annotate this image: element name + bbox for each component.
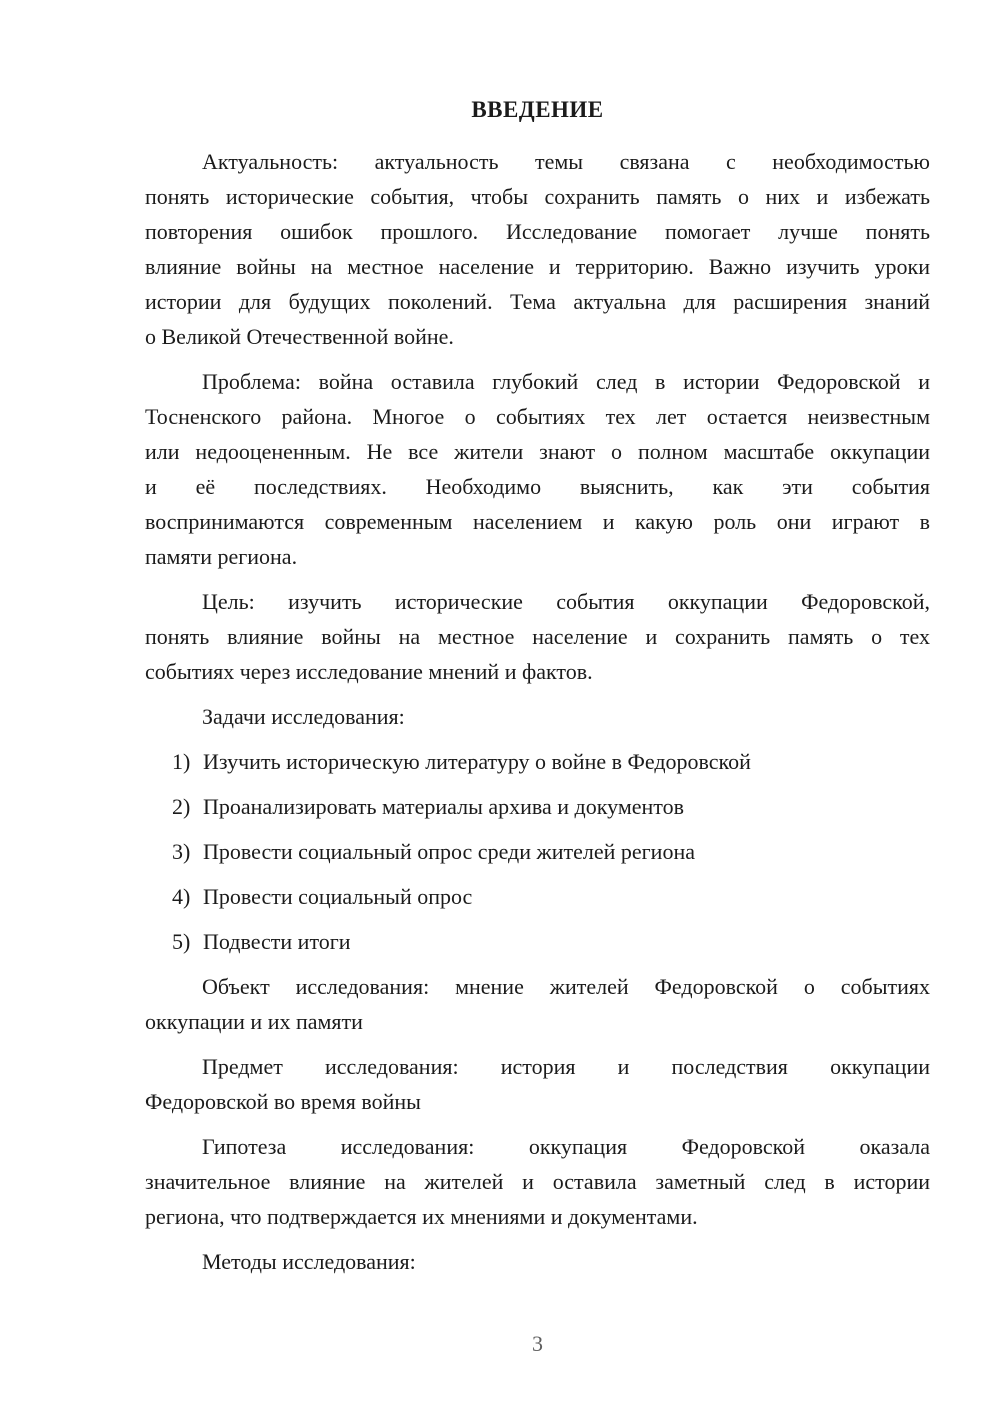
text-line: о Великой Отечественной войне.	[145, 324, 454, 349]
text-line: или недооцененным. Не все жители знают о полном масштабе оккупации	[145, 439, 930, 464]
paragraph-gipoteza	[145, 1129, 930, 1234]
task-item	[172, 744, 930, 779]
text-line: Цель: изучить исторические события оккупации Федоровской,	[202, 589, 930, 614]
text-line: Федоровской во время войны	[145, 1089, 421, 1114]
page-footer	[145, 1326, 930, 1361]
paragraph-predmet	[145, 1049, 930, 1119]
task-item	[172, 924, 930, 959]
task-list	[172, 744, 930, 959]
section-label: Задачи исследования:	[202, 704, 405, 729]
text-line: оккупации и их памяти	[145, 1009, 363, 1034]
text-line: и её последствиях. Необходимо выяснить, как эти события	[145, 474, 930, 499]
paragraph-obekt	[145, 969, 930, 1039]
text-line: Предмет исследования: история и последствия оккупации	[202, 1054, 930, 1079]
text-line: Актуальность: актуальность темы связана с необходимостью	[202, 149, 930, 174]
paragraph-tsel	[145, 584, 930, 689]
paragraph-aktualnost	[145, 144, 930, 354]
paragraph-problema	[145, 364, 930, 574]
text-line: понять исторические события, чтобы сохранить память о них и избежать	[145, 184, 930, 209]
text-line: повторения ошибок прошлого. Исследование помогает лучше понять	[145, 219, 930, 244]
task-number: 5)	[172, 929, 191, 954]
task-number: 2)	[172, 794, 191, 819]
text-line: влияние войны на местное население и территорию. Важно изучить уроки	[145, 254, 930, 279]
text-line: Гипотеза исследования: оккупация Федоровской оказала	[202, 1134, 930, 1159]
text-line: понять влияние войны на местное население и сохранить память о тех	[145, 624, 930, 649]
text-line: значительное влияние на жителей и оставила заметный след в истории	[145, 1169, 930, 1194]
text-line: Тосненского района. Многое о событиях тех лет остается неизвестным	[145, 404, 930, 429]
text-line: воспринимаются современным населением и какую роль они играют в	[145, 509, 930, 534]
text-line: истории для будущих поколений. Тема актуальна для расширения знаний	[145, 289, 930, 314]
task-number: 4)	[172, 884, 191, 909]
section-label: Методы исследования:	[202, 1249, 416, 1274]
paragraph-metody-heading	[145, 1244, 930, 1279]
task-number: 1)	[172, 749, 191, 774]
task-number: 3)	[172, 839, 191, 864]
task-text: Провести социальный опрос среди жителей региона	[203, 839, 695, 864]
text-line: Объект исследования: мнение жителей Федоровской о событиях	[202, 974, 930, 999]
task-text: Провести социальный опрос	[203, 884, 473, 909]
task-item	[172, 789, 930, 824]
text-line: региона, что подтверждается их мнениями и документами.	[145, 1204, 698, 1229]
task-text: Подвести итоги	[203, 929, 351, 954]
page-number: 3	[532, 1331, 543, 1356]
text-line: памяти региона.	[145, 544, 298, 569]
paragraph-zadachi-heading	[145, 699, 930, 734]
task-item	[172, 834, 930, 869]
task-text: Изучить историческую литературу о войне в Федоровской	[203, 749, 751, 774]
page-content	[145, 92, 930, 1289]
task-item	[172, 879, 930, 914]
page-title: ВВЕДЕНИЕ	[471, 97, 604, 122]
task-text: Проанализировать материалы архива и документов	[203, 794, 685, 819]
text-line: событиях через исследование мнений и фактов.	[145, 659, 593, 684]
text-line: Проблема: война оставила глубокий след в истории Федоровской и	[202, 369, 930, 394]
